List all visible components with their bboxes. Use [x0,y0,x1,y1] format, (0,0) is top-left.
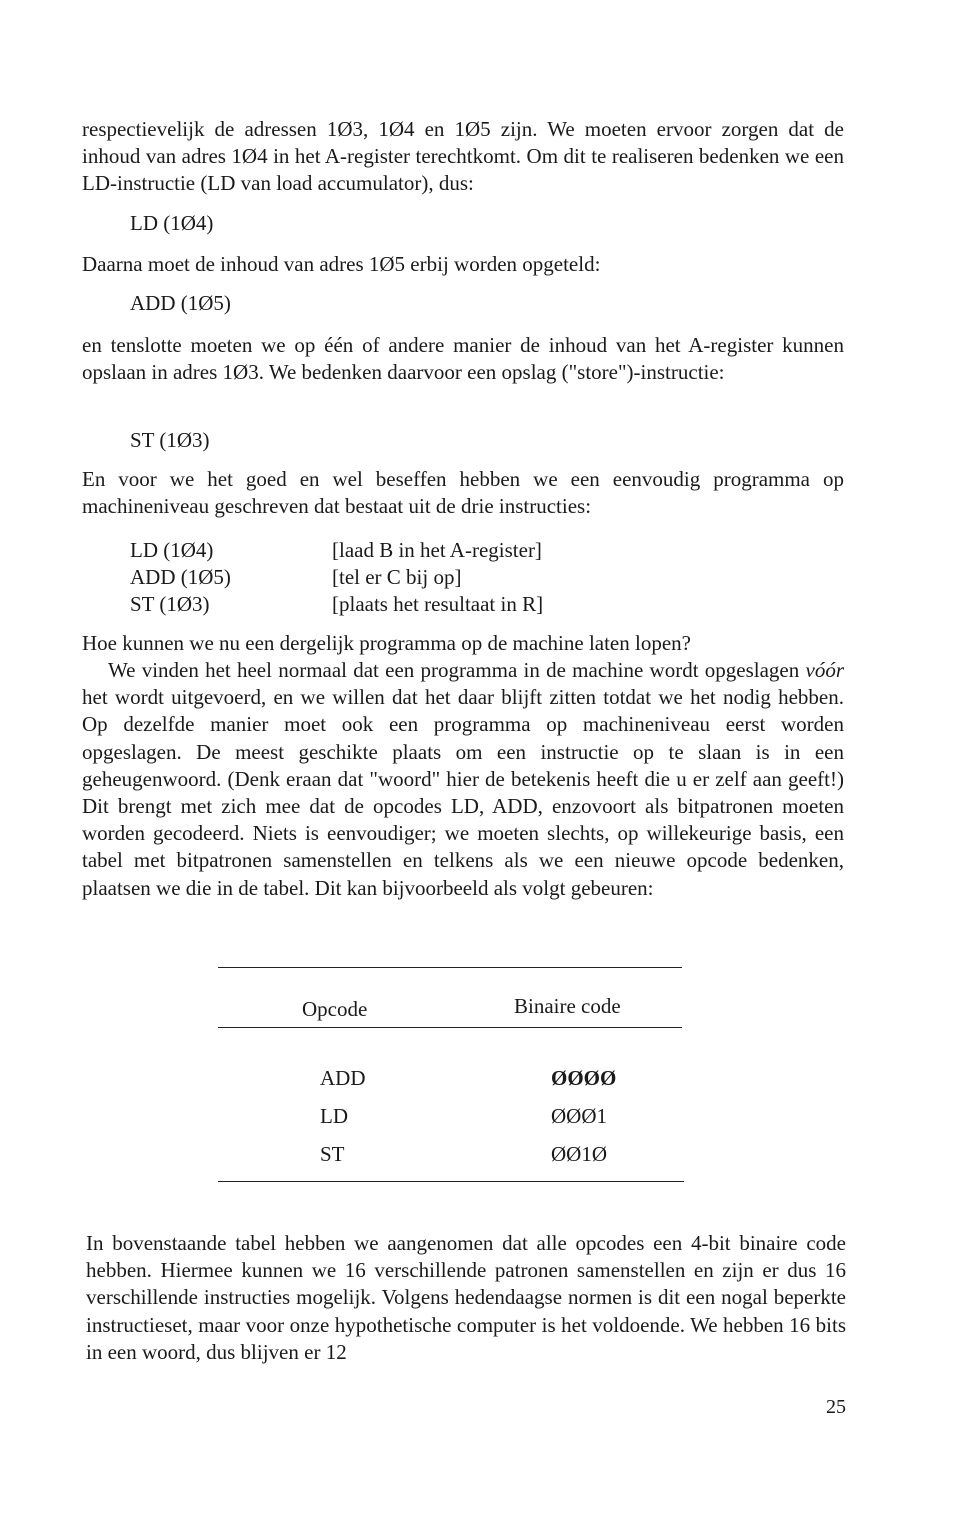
paragraph-3: en tenslotte moeten we op één of andere manier de inhoud van het A-register kunnen opslaan in adres 1Ø3. We bedenken daarvoor een opslag ("store")-instructie: [82,333,844,385]
program-comment: [laad B in het A-register] [332,538,542,562]
program-instruction: LD (1Ø4) [130,538,214,562]
paragraph-6 [82,657,844,902]
code-line-add: ADD (1Ø5) [130,291,231,315]
table-bottom-rule [218,1181,684,1182]
program-comment: [plaats het resultaat in R] [332,592,544,616]
paragraph-7: In bovenstaande tabel hebben we aangenomen dat alle opcodes een 4-bit binaire code hebben. Hiermee kunnen we 16 verschillende patronen samenstellen en zijn er dus 16 verschillende instructies mogelijk. Volgens hedendaagse normen is dit een nogal beperkte instructieset, maar voor onze hypothetische computer is het voldoende. We hebben 16 bits in een woord, dus blijven er 12 [86,1231,846,1364]
code-line-st: ST (1Ø3) [130,428,210,452]
program-comment: [tel er C bij op] [332,565,462,589]
emphasis-voor: vóór [805,658,844,682]
paragraph-4: En voor we het goed en wel beseffen hebben we een eenvoudig programma op machineniveau geschreven dat bestaat uit de drie instructies: [82,467,844,519]
table-header-rule [218,1027,682,1028]
table-header-binary: Binaire code [514,994,621,1018]
table-header-opcode: Opcode [302,997,368,1021]
program-instruction: ADD (1Ø5) [130,565,231,589]
table-cell-code: ØØØ1 [551,1104,607,1128]
table-cell-code: ØØ1Ø [551,1142,607,1166]
code-line-ld: LD (1Ø4) [130,211,214,235]
table-top-rule [218,967,682,968]
table-cell-opcode: ST [320,1142,345,1166]
table-cell-opcode: ADD [320,1066,366,1090]
table-cell-opcode: LD [320,1104,348,1128]
paragraph-2: Daarna moet de inhoud van adres 1Ø5 erbij worden opgeteld: [82,252,601,276]
program-instruction: ST (1Ø3) [130,592,210,616]
paragraph-5: Hoe kunnen we nu een dergelijk programma op de machine laten lopen? [82,631,691,655]
paragraph-6-start: We vinden het heel normaal dat een programma in de machine wordt opgeslagen [108,658,806,682]
table-cell-code: ØØØØ [551,1066,617,1090]
paragraph-6-rest: het wordt uitgevoerd, en we willen dat het daar blijft zitten totdat we het nodig hebben. Op dezelfde manier moet ook een programma op machineniveau eerst worden opgeslagen. De meest geschikte plaats om een instructie op te slaan is in een geheugenwoord. (Denk eraan dat "woord" hier de betekenis heeft die u er zelf aan geeft!) Dit brengt met zich mee dat de opcodes LD, ADD, enzovoort als bitpatronen moeten worden gecodeerd. Niets is eenvoudiger; we moeten slechts, op willekeurige basis, een tabel met bitpatronen samenstellen en telkens als we een nieuwe opcode bedenken, plaatsen we die in de tabel. Dit kan bijvoorbeeld als volgt gebeuren: [82,685,844,900]
paragraph-1: respectievelijk de adressen 1Ø3, 1Ø4 en 1Ø5 zijn. We moeten ervoor zorgen dat de inhoud van adres 1Ø4 in het A-register terechtkomt. Om dit te realiseren bedenken we een LD-instructie (LD van load accumulator), dus: [82,117,844,196]
page-number: 25 [826,1396,846,1418]
